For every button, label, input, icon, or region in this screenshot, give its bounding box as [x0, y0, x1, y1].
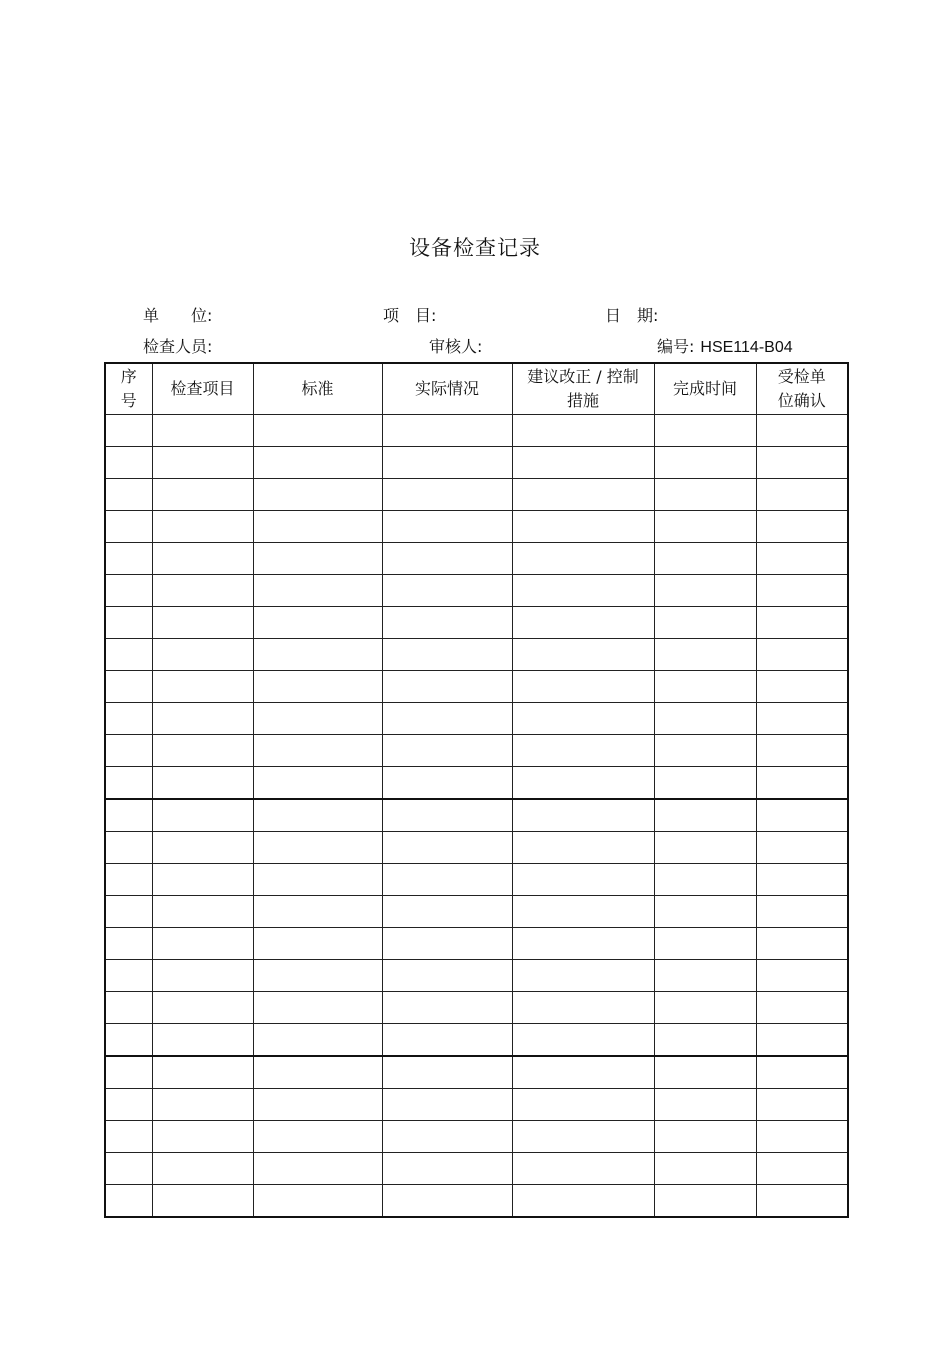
header-finish-time: 完成时间 [654, 363, 756, 415]
table-cell [512, 1153, 654, 1185]
header-confirm: 受检单 位确认 [756, 363, 848, 415]
table-cell [654, 992, 756, 1024]
table-cell [654, 1121, 756, 1153]
table-cell [253, 447, 382, 479]
table-cell [654, 607, 756, 639]
table-cell [105, 607, 152, 639]
table-cell [152, 511, 253, 543]
table-cell [152, 703, 253, 735]
table-cell [152, 1089, 253, 1121]
table-cell [152, 992, 253, 1024]
table-cell [105, 479, 152, 511]
table-cell [382, 799, 512, 832]
table-cell [756, 1089, 848, 1121]
table-cell [382, 896, 512, 928]
table-cell [654, 928, 756, 960]
table-cell [105, 1185, 152, 1218]
table-cell [382, 415, 512, 447]
table-cell [105, 575, 152, 607]
table-cell [654, 415, 756, 447]
table-cell [756, 1024, 848, 1057]
table-cell [756, 511, 848, 543]
table-cell [105, 1089, 152, 1121]
table-cell [253, 992, 382, 1024]
table-cell [756, 479, 848, 511]
table-cell [152, 1121, 253, 1153]
table-cell [152, 864, 253, 896]
table-cell [654, 639, 756, 671]
table-cell [654, 735, 756, 767]
table-cell [253, 607, 382, 639]
code-field [657, 334, 793, 357]
table-cell [512, 1121, 654, 1153]
table-cell [382, 671, 512, 703]
table-row [105, 896, 848, 928]
table-cell [105, 447, 152, 479]
table-cell [152, 928, 253, 960]
table-row [105, 1153, 848, 1185]
table-cell [253, 1121, 382, 1153]
table-cell [152, 896, 253, 928]
table-cell [253, 671, 382, 703]
table-cell [512, 703, 654, 735]
table-cell [654, 864, 756, 896]
table-cell [105, 1121, 152, 1153]
table-cell [756, 703, 848, 735]
table-cell [382, 575, 512, 607]
table-cell [654, 896, 756, 928]
table-cell [654, 1024, 756, 1057]
table-row [105, 992, 848, 1024]
table-cell [654, 1056, 756, 1089]
table-cell [253, 767, 382, 800]
table-cell [756, 960, 848, 992]
table-cell [253, 575, 382, 607]
table-row [105, 703, 848, 735]
table-cell [253, 703, 382, 735]
table-cell [512, 1089, 654, 1121]
unit-label: 单 位: [143, 306, 213, 325]
table-cell [105, 415, 152, 447]
table-cell [654, 799, 756, 832]
table-cell [756, 799, 848, 832]
table-cell [253, 1024, 382, 1057]
table-cell [654, 1185, 756, 1218]
table-row [105, 1185, 848, 1218]
table-cell [382, 543, 512, 575]
table-cell [654, 479, 756, 511]
table-cell [382, 703, 512, 735]
reviewer-label: 审核人: [429, 337, 483, 356]
table-cell [654, 1153, 756, 1185]
table-cell [105, 1153, 152, 1185]
project-label: 项 目: [383, 306, 437, 325]
table-row [105, 415, 848, 447]
table-cell [105, 511, 152, 543]
table-cell [152, 799, 253, 832]
table-cell [152, 575, 253, 607]
table-cell [152, 1056, 253, 1089]
table-cell [253, 639, 382, 671]
table-cell [152, 832, 253, 864]
table-cell [105, 767, 152, 800]
table-cell [756, 896, 848, 928]
table-header-row [105, 363, 848, 415]
code-value: HSE114-B04 [700, 339, 793, 356]
table-cell [152, 1024, 253, 1057]
table-cell [756, 543, 848, 575]
table-cell [512, 479, 654, 511]
table-row [105, 639, 848, 671]
table-cell [756, 735, 848, 767]
table-cell [654, 703, 756, 735]
table-cell [382, 511, 512, 543]
table-cell [756, 1153, 848, 1185]
table-row [105, 928, 848, 960]
header-item: 检查项目 [152, 363, 253, 415]
table-row [105, 735, 848, 767]
table-body [105, 415, 848, 1218]
table-cell [756, 767, 848, 800]
table-row [105, 575, 848, 607]
table-row [105, 1056, 848, 1089]
table-row [105, 767, 848, 800]
table-cell [105, 896, 152, 928]
table-row [105, 447, 848, 479]
table-cell [382, 479, 512, 511]
table-cell [512, 767, 654, 800]
inspection-table [104, 362, 849, 1218]
table-cell [512, 960, 654, 992]
table-cell [756, 1185, 848, 1218]
table-row [105, 511, 848, 543]
table-cell [382, 1121, 512, 1153]
table-cell [382, 607, 512, 639]
table-cell [253, 735, 382, 767]
table-cell [152, 1185, 253, 1218]
table-row [105, 671, 848, 703]
table-cell [756, 447, 848, 479]
table-cell [756, 864, 848, 896]
table-cell [756, 832, 848, 864]
table-cell [512, 896, 654, 928]
table-cell [152, 671, 253, 703]
table-cell [512, 992, 654, 1024]
table-cell [152, 767, 253, 800]
table-cell [105, 639, 152, 671]
table-cell [253, 799, 382, 832]
header-actual: 实际情况 [382, 363, 512, 415]
table-cell [382, 1185, 512, 1218]
table-cell [512, 1056, 654, 1089]
table-cell [253, 960, 382, 992]
table-cell [382, 832, 512, 864]
table-cell [382, 735, 512, 767]
table-cell [382, 1153, 512, 1185]
table-cell [512, 832, 654, 864]
table-cell [654, 767, 756, 800]
table-row [105, 1089, 848, 1121]
code-label: 编号: [657, 337, 695, 356]
table-row [105, 607, 848, 639]
table-cell [756, 1056, 848, 1089]
table-cell [382, 447, 512, 479]
table-cell [253, 896, 382, 928]
table-row [105, 799, 848, 832]
table-cell [105, 671, 152, 703]
table-cell [512, 639, 654, 671]
table-cell [152, 415, 253, 447]
table-cell [382, 1024, 512, 1057]
date-label: 日 期: [605, 306, 659, 325]
table-cell [152, 639, 253, 671]
table-cell [512, 543, 654, 575]
table-cell [654, 543, 756, 575]
table-row [105, 864, 848, 896]
table-cell [105, 992, 152, 1024]
table-row [105, 832, 848, 864]
table-cell [105, 928, 152, 960]
header-standard: 标准 [253, 363, 382, 415]
table-cell [382, 767, 512, 800]
table-cell [105, 1024, 152, 1057]
table-cell [382, 1089, 512, 1121]
table-cell [152, 447, 253, 479]
table-cell [382, 992, 512, 1024]
header-suggestion: 建议改正 / 控制 措施 [512, 363, 654, 415]
table-cell [253, 1089, 382, 1121]
table-cell [756, 639, 848, 671]
table-cell [253, 1153, 382, 1185]
table-cell [152, 735, 253, 767]
table-cell [512, 671, 654, 703]
table-cell [253, 1056, 382, 1089]
table-cell [512, 447, 654, 479]
table-row [105, 479, 848, 511]
inspector-label: 检查人员: [143, 337, 213, 356]
table-cell [756, 928, 848, 960]
table-cell [512, 575, 654, 607]
table-cell [756, 992, 848, 1024]
table-cell [654, 832, 756, 864]
table-cell [382, 960, 512, 992]
table-row [105, 543, 848, 575]
table-cell [756, 607, 848, 639]
table-cell [512, 799, 654, 832]
table-cell [756, 575, 848, 607]
table-cell [105, 1056, 152, 1089]
table-cell [654, 447, 756, 479]
table-cell [105, 735, 152, 767]
table-cell [105, 832, 152, 864]
table-cell [152, 543, 253, 575]
table-cell [512, 511, 654, 543]
table-row [105, 1121, 848, 1153]
table-cell [253, 511, 382, 543]
table-cell [105, 799, 152, 832]
table-cell [152, 1153, 253, 1185]
table-cell [512, 864, 654, 896]
table-row [105, 960, 848, 992]
table-cell [654, 1089, 756, 1121]
table-cell [756, 671, 848, 703]
table-cell [152, 607, 253, 639]
table-cell [105, 703, 152, 735]
table-row [105, 1024, 848, 1057]
table-cell [253, 832, 382, 864]
table-cell [512, 415, 654, 447]
table-cell [382, 864, 512, 896]
table-cell [512, 1024, 654, 1057]
table-cell [253, 543, 382, 575]
table-cell [382, 639, 512, 671]
table-cell [654, 960, 756, 992]
table-cell [105, 543, 152, 575]
table-cell [253, 1185, 382, 1218]
table-cell [512, 735, 654, 767]
table-cell [512, 607, 654, 639]
table-cell [654, 511, 756, 543]
table-cell [253, 415, 382, 447]
table-cell [756, 415, 848, 447]
table-cell [152, 960, 253, 992]
table-cell [382, 928, 512, 960]
table-cell [152, 479, 253, 511]
table-cell [105, 960, 152, 992]
table-cell [253, 928, 382, 960]
table-cell [654, 671, 756, 703]
table-cell [756, 1121, 848, 1153]
table-cell [253, 864, 382, 896]
table-cell [654, 575, 756, 607]
table-cell [105, 864, 152, 896]
table-cell [382, 1056, 512, 1089]
table-cell [512, 1185, 654, 1218]
document-title: 设备检查记录 [409, 236, 541, 260]
header-seq: 序 号 [105, 363, 152, 415]
table-cell [512, 928, 654, 960]
table-cell [253, 479, 382, 511]
